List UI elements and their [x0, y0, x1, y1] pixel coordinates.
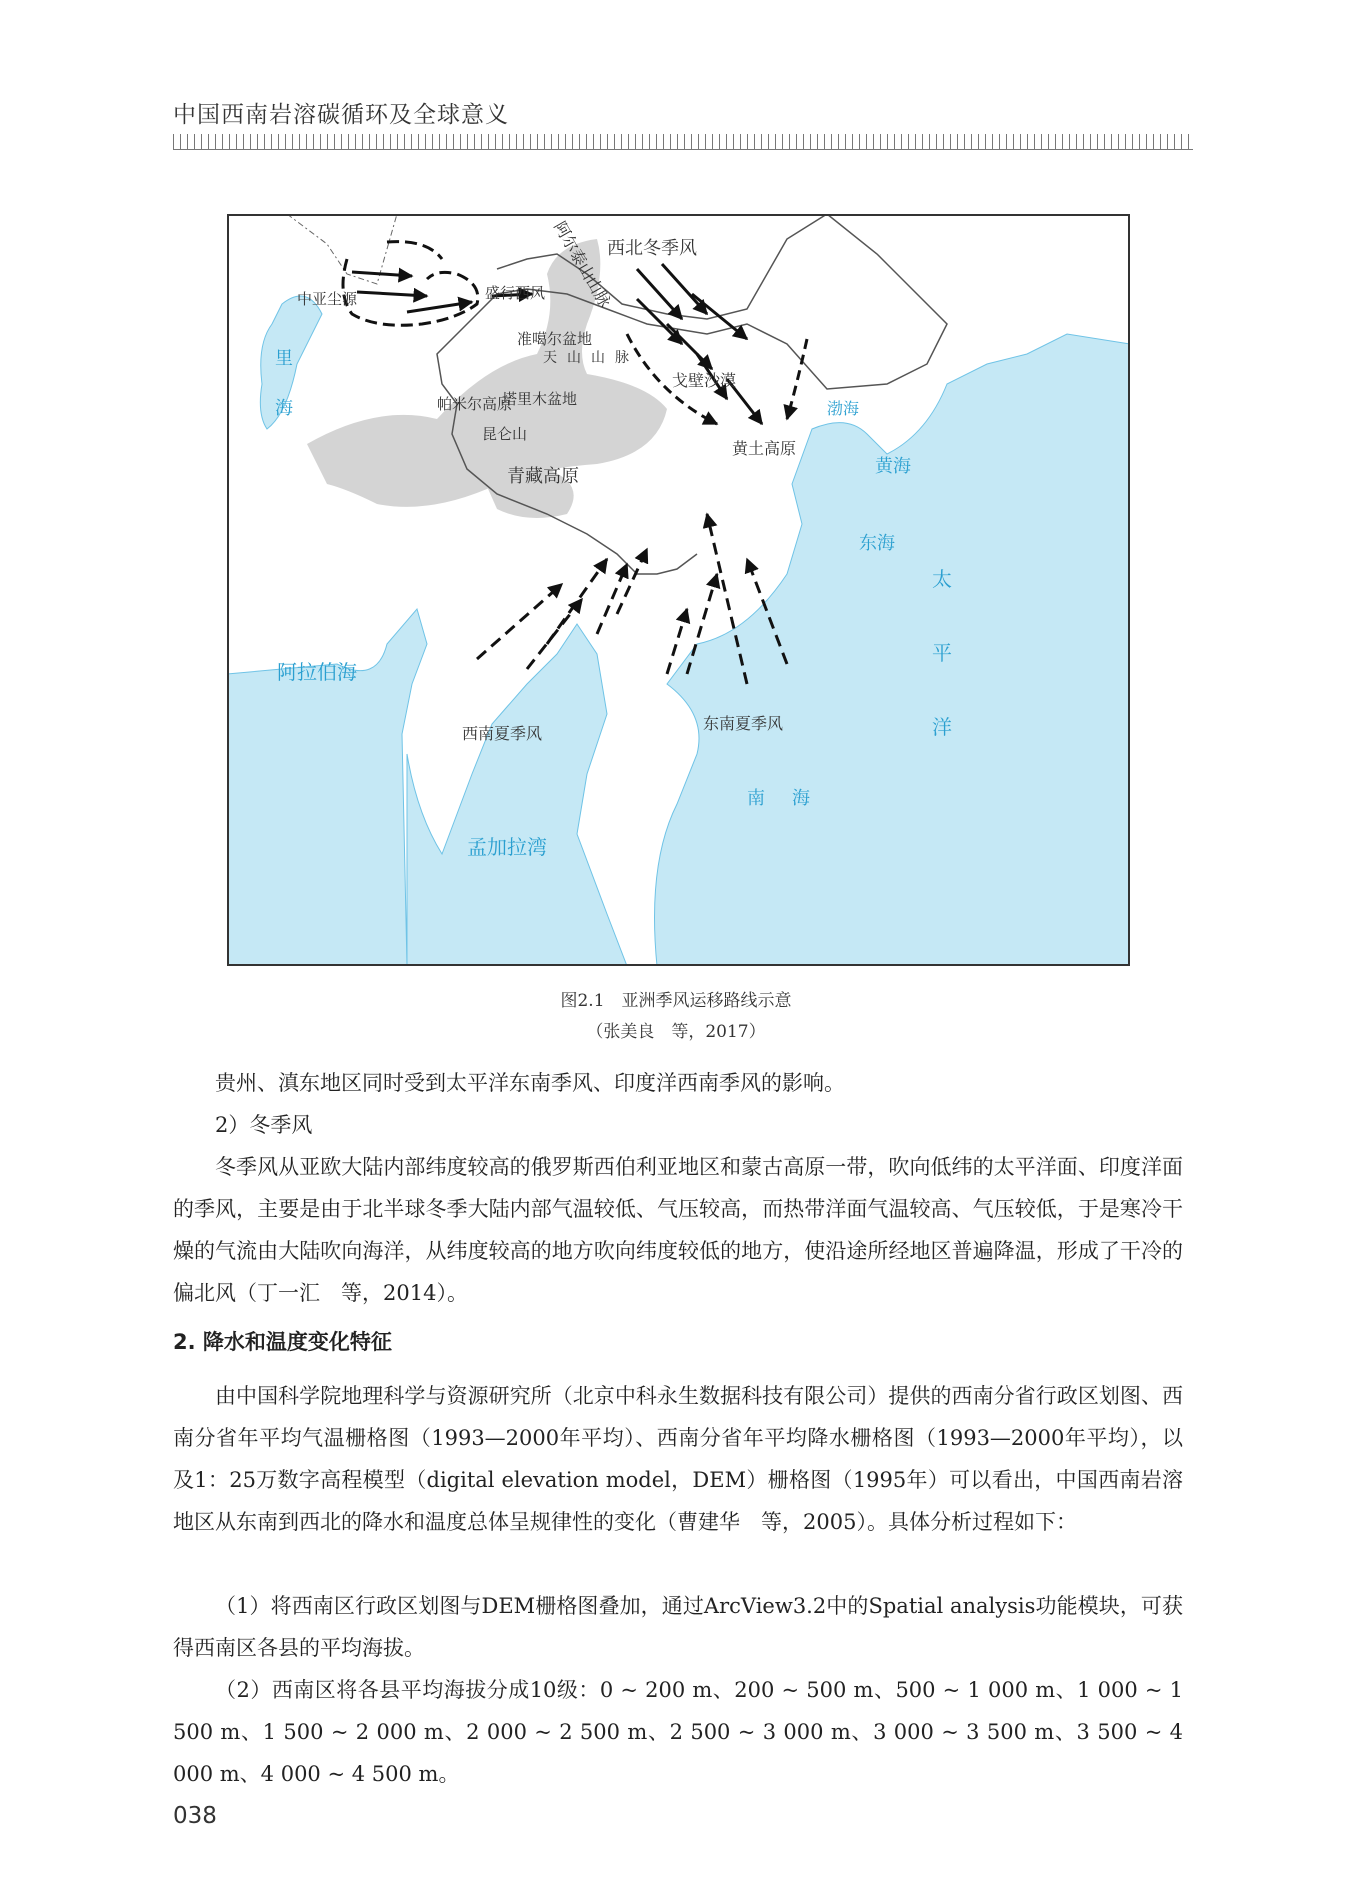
running-title: 中国西南岩溶碳循环及全球意义: [173, 102, 509, 128]
figure-citation: （张美良 等，2017）: [586, 1022, 766, 1042]
sea-pacific-2: 平: [932, 641, 952, 665]
label-tianshan-2: 山: [567, 350, 581, 366]
paragraph-1: 贵州、滇东地区同时受到太平洋东南季风、印度洋西南季风的影响。: [215, 1071, 845, 1095]
label-kunlun: 昆仑山: [482, 425, 528, 443]
sea-bengal: 孟加拉湾: [467, 835, 547, 859]
sea-pacific-1: 太: [932, 567, 952, 591]
label-loess: 黄土高原: [732, 439, 797, 458]
label-gobi: 戈壁沙漠: [672, 371, 737, 390]
label-tianshan-1: 天: [543, 350, 557, 366]
label-pamir: 帕米尔高原: [437, 395, 513, 413]
header-ruler: [173, 134, 1193, 150]
sea-yellow: 黄海: [875, 456, 911, 477]
label-tianshan-4: 脉: [615, 350, 629, 366]
sea-south-1: 南: [747, 788, 765, 809]
sea-south-2: 海: [792, 788, 810, 809]
label-qinghai-tibet: 青藏高原: [507, 466, 579, 487]
monsoon-map-figure: [227, 214, 1130, 966]
monsoon-map: [227, 214, 1130, 966]
sea-pacific-3: 洋: [932, 715, 952, 739]
sea-arabian: 阿拉伯海: [277, 660, 357, 684]
label-tarim: 塔里木盆地: [502, 390, 578, 408]
label-se-summer: 东南夏季风: [703, 714, 784, 733]
sea-east: 东海: [859, 533, 895, 554]
section-heading: 2. 降水和温度变化特征: [173, 1330, 392, 1354]
paragraph-5: （1）将西南区行政区划图与DEM栅格图叠加，通过ArcView3.2中的Spatial analysis功能模块，可获得西南区各县的平均海拔。: [173, 1594, 1183, 1660]
paragraph-4: 由中国科学院地理科学与资源研究所（北京中科永生数据科技有限公司）提供的西南分省行政区划图、西南分省年平均气温栅格图（1993—2000年平均）、西南分省年平均降水栅格图（1993—2000年平均），以及1：25万数字高程模型（digital elevation model，DEM）栅格图（1995年）可以看出，中国西南岩溶地区从东南到西北的降水和温度总体呈规律性的变化（曹建华 等，2005）。具体分析过程如下：: [173, 1384, 1183, 1534]
paragraph-2-subheading: 2）冬季风: [215, 1113, 313, 1137]
label-central-asia-dust: 中亚尘源: [297, 290, 358, 308]
figure-caption: 图2.1 亚洲季风运移路线示意: [560, 991, 792, 1011]
label-westerly: 盛行西风: [485, 284, 546, 302]
label-sw-summer: 西南夏季风: [462, 724, 543, 743]
paragraph-3: 冬季风从亚欧大陆内部纬度较高的俄罗斯西伯利亚地区和蒙古高原一带，吹向低纬的太平洋面、印度洋面的季风，主要是由于北半球冬季大陆内部气温较低、气压较高，而热带洋面气温较高、气压较低，于是寒冷干燥的气流由大陆吹向海洋，从纬度较高的地方吹向纬度较低的地方，使沿途所经地区普遍降温，形成了干冷的偏北风（丁一汇 等，2014）。: [173, 1155, 1183, 1305]
sea-caspian-1: 里: [275, 348, 293, 369]
page-number: 038: [173, 1803, 217, 1829]
label-nw-winter: 西北冬季风: [607, 238, 697, 259]
sea-caspian-2: 海: [275, 398, 293, 419]
label-altai: 阿尔泰山山脉: [550, 218, 615, 311]
paragraph-6: （2）西南区将各县平均海拔分成10级：0 ~ 200 m、200 ~ 500 m、500 ~ 1 000 m、1 000 ~ 1 500 m、1 500 ~ 2 000 m、2 000 ~ 2 500 m、2 500 ~ 3 000 m、3 000 ~ 3 500 m、3 500 ~ 4 000 m、4 000 ~ 4 500 m。: [173, 1678, 1183, 1786]
label-junggar: 准噶尔盆地: [517, 330, 593, 348]
sea-bohai: 渤海: [827, 399, 860, 418]
label-tianshan-3: 山: [591, 350, 605, 366]
